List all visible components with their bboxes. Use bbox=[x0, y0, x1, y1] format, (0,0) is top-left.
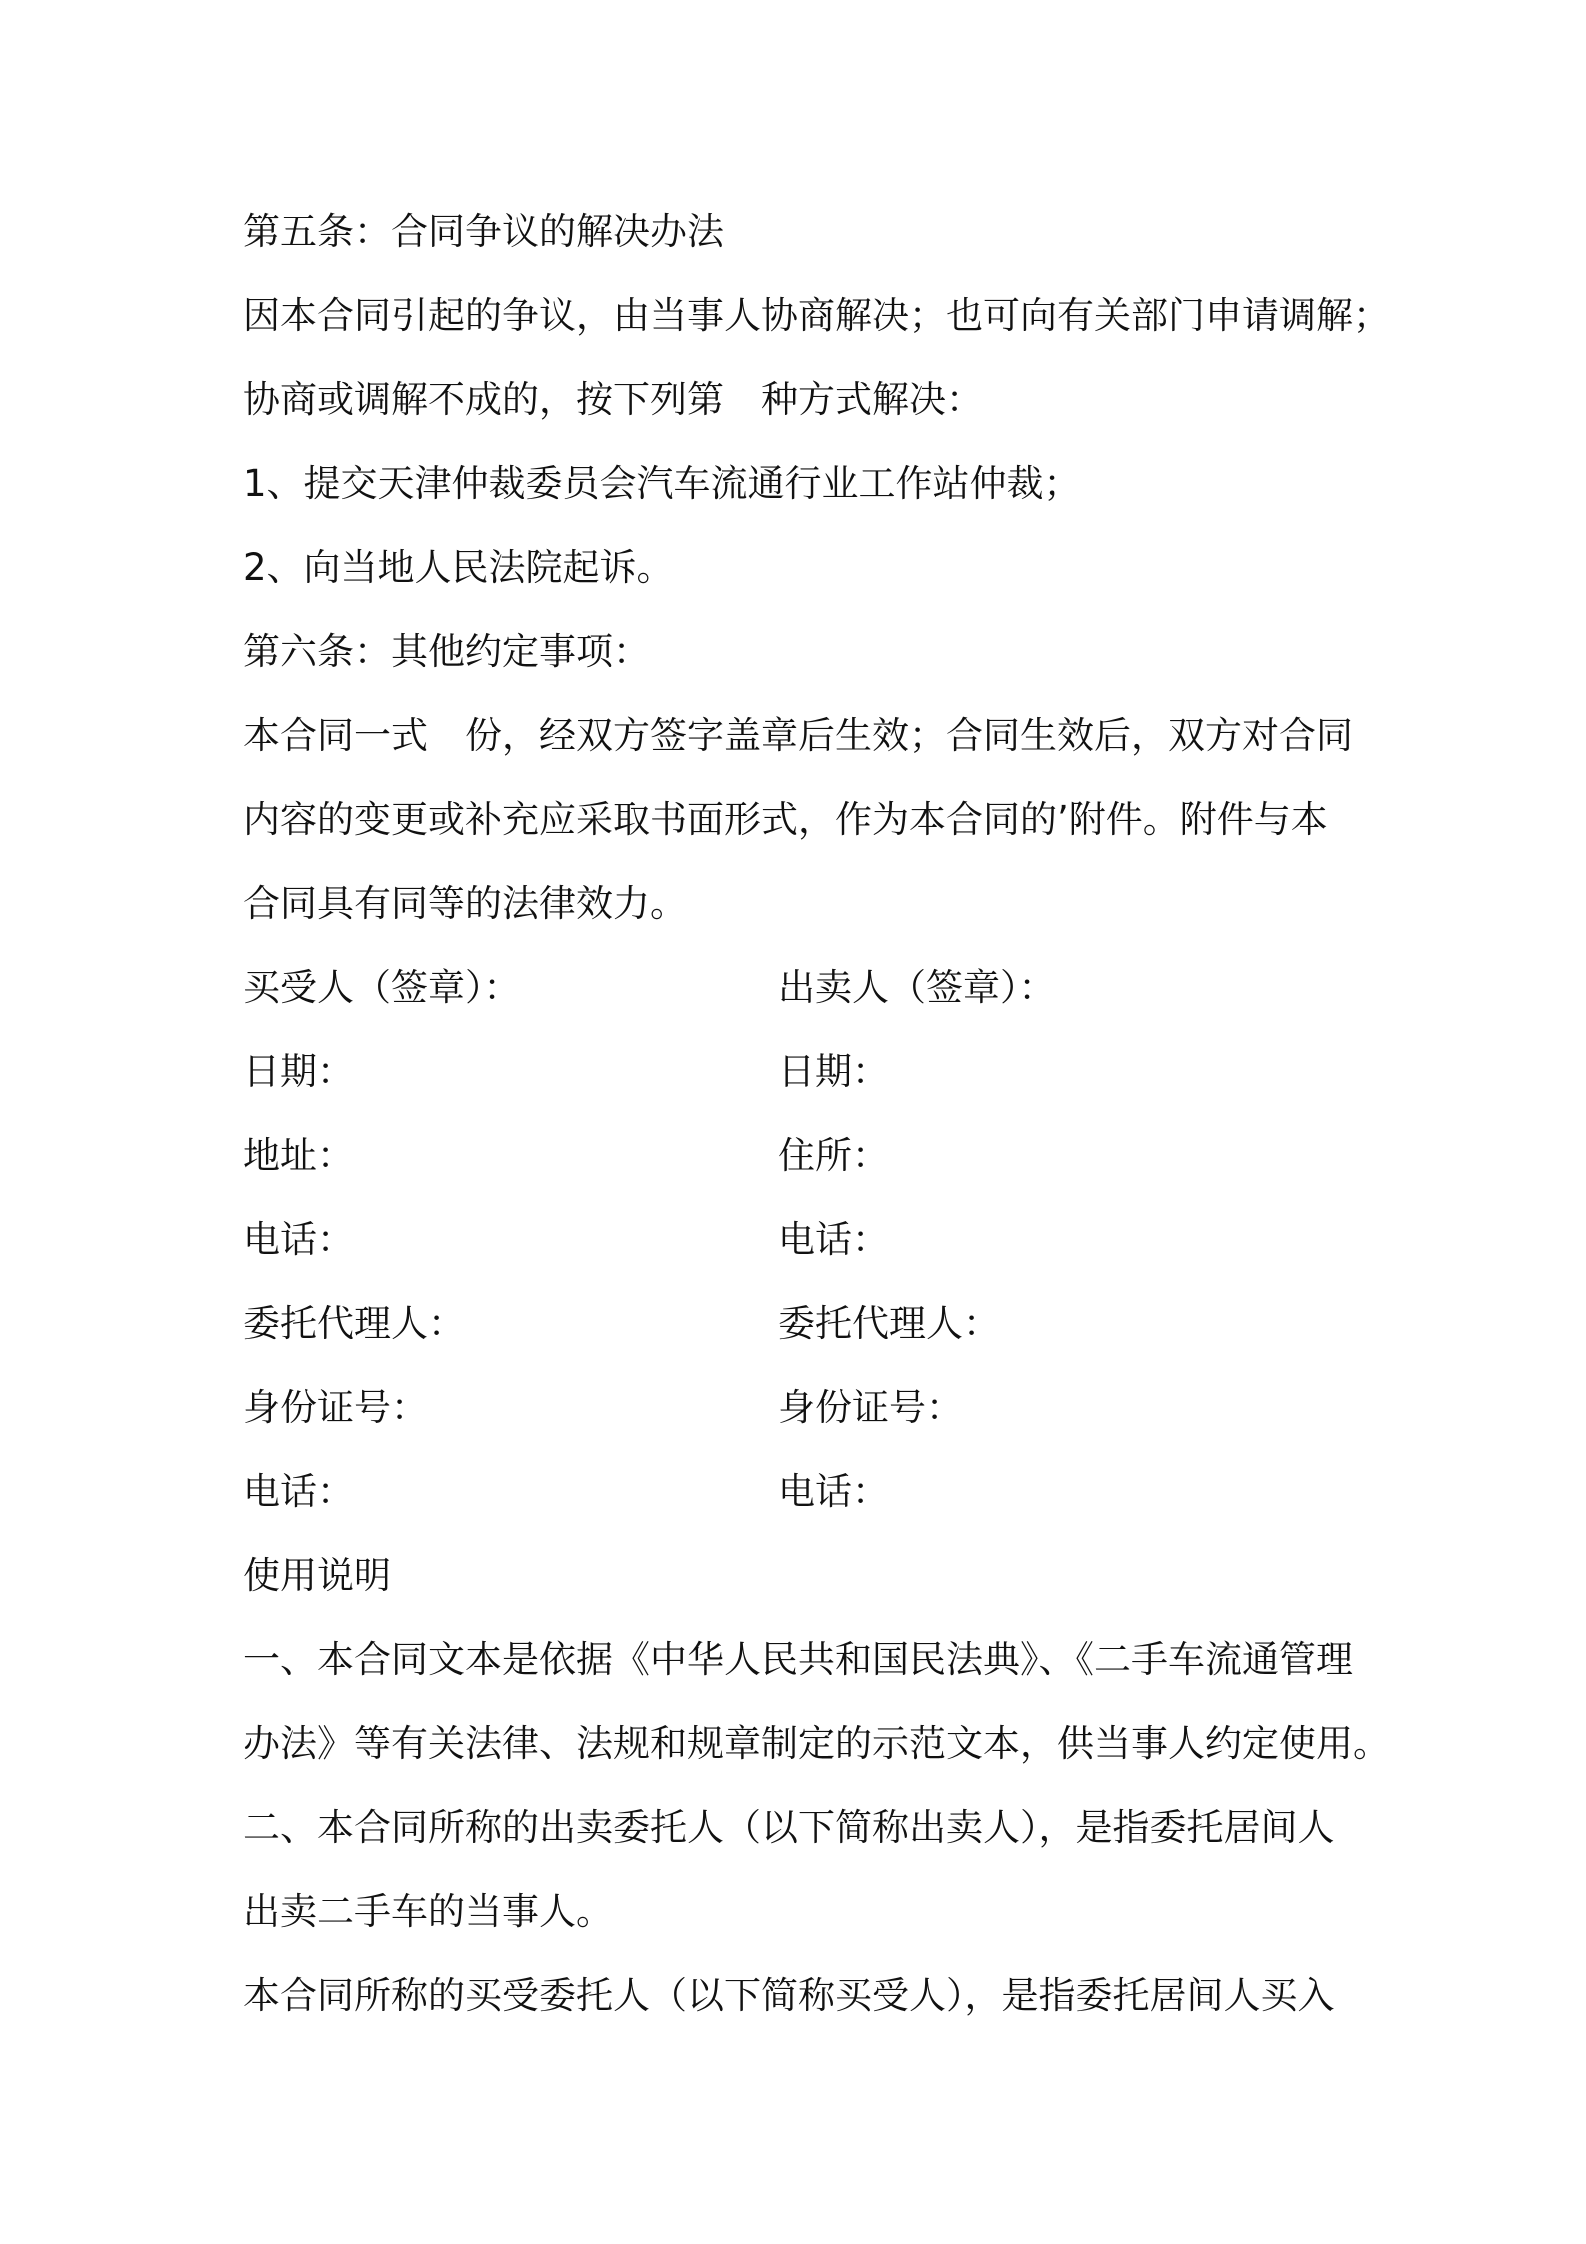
article5-text-line: 因本合同引起的争议，由当事人协商解决；也可向有关部门申请调解； bbox=[243, 294, 1390, 337]
article5-heading: 第五条：合同争议的解决办法 bbox=[243, 210, 724, 253]
buyer-date-label: 日期： bbox=[243, 1050, 354, 1093]
buyer-agent-phone-label: 电话： bbox=[243, 1470, 354, 1513]
buyer-agent-label: 委托代理人： bbox=[243, 1302, 465, 1345]
signature-row bbox=[243, 1366, 1363, 1450]
article6-text-line: 合同具有同等的法律效力。 bbox=[243, 882, 687, 925]
article6-text-line: 本合同一式 份，经双方签字盖章后生效；合同生效后，双方对合同 bbox=[243, 714, 1353, 757]
document-body bbox=[243, 190, 1390, 2038]
article6-heading: 第六条：其他约定事项： bbox=[243, 630, 650, 673]
seller-date-label: 日期： bbox=[778, 1050, 889, 1093]
signature-row bbox=[243, 1114, 1363, 1198]
signature-row bbox=[243, 1030, 1363, 1114]
buyer-id-label: 身份证号： bbox=[243, 1386, 428, 1429]
instructions-text-line: 本合同所称的买受委托人（以下简称买受人），是指委托居间人买入 bbox=[243, 1974, 1335, 2017]
article6-text-line: 内容的变更或补充应采取书面形式，作为本合同的’附件。附件与本 bbox=[243, 798, 1328, 841]
seller-sign-label: 出卖人（签章）： bbox=[778, 966, 1056, 1009]
seller-id-label: 身份证号： bbox=[778, 1386, 963, 1429]
signature-row bbox=[243, 1198, 1363, 1282]
seller-phone-label: 电话： bbox=[778, 1218, 889, 1261]
signature-row bbox=[243, 946, 1363, 1030]
instructions-text-line: 二、本合同所称的出卖委托人（以下简称出卖人），是指委托居间人 bbox=[243, 1806, 1335, 1849]
seller-agent-phone-label: 电话： bbox=[778, 1470, 889, 1513]
buyer-address-label: 地址： bbox=[243, 1134, 354, 1177]
article5-option-court: 2、向当地人民法院起诉。 bbox=[243, 546, 674, 589]
seller-residence-label: 住所： bbox=[778, 1134, 889, 1177]
signature-row bbox=[243, 1450, 1363, 1534]
buyer-phone-label: 电话： bbox=[243, 1218, 354, 1261]
article5-option-arbitration: 1、提交天津仲裁委员会汽车流通行业工作站仲裁； bbox=[243, 462, 1081, 505]
article5-text-line: 协商或调解不成的，按下列第 种方式解决： bbox=[243, 378, 983, 421]
signature-row bbox=[243, 1282, 1363, 1366]
buyer-sign-label: 买受人（签章）： bbox=[243, 966, 521, 1009]
instructions-text-line: 一、本合同文本是依据《中华人民共和国民法典》、《二手车流通管理 bbox=[243, 1638, 1353, 1681]
instructions-heading: 使用说明 bbox=[243, 1554, 391, 1597]
instructions-text-line: 出卖二手车的当事人。 bbox=[243, 1890, 613, 1933]
seller-agent-label: 委托代理人： bbox=[778, 1302, 1000, 1345]
instructions-text-line: 办法》等有关法律、法规和规章制定的示范文本，供当事人约定使用。 bbox=[243, 1722, 1390, 1765]
